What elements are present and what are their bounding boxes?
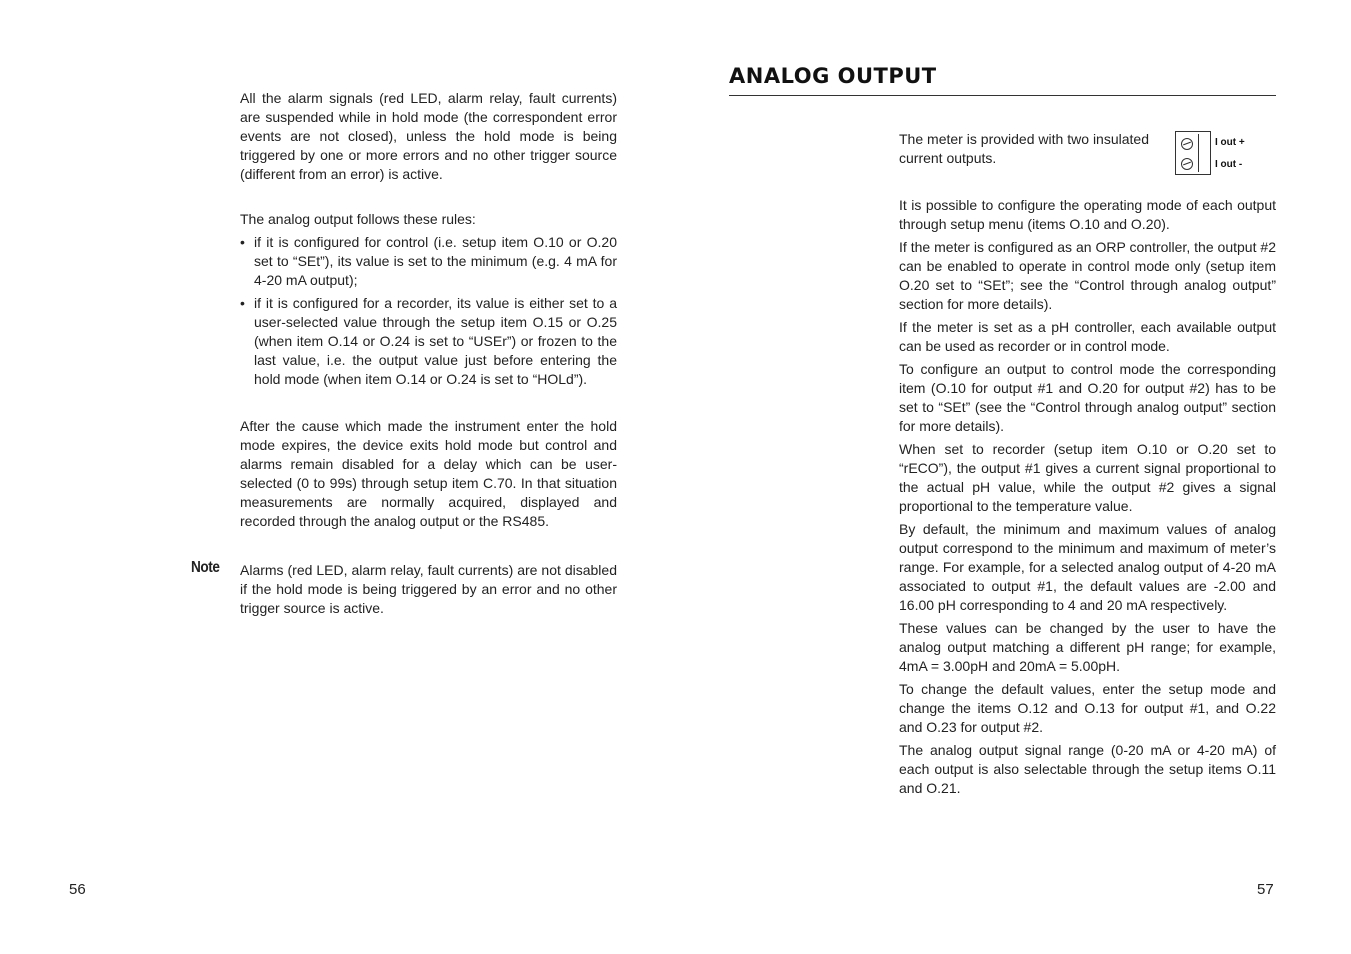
title-divider <box>729 95 1276 96</box>
paragraph: When set to recorder (setup item O.10 or O.20 set to “rECO”), the output #1 gives a current signal proportional to the actual pH value, while the output #2 gives a signal proportional to the temperature value. <box>899 441 1276 514</box>
intro-paragraph: The meter is provided with two insulated current outputs. <box>899 131 1149 166</box>
paragraph: The analog output signal range (0-20 mA or 4-20 mA) of each output is also selectable through the setup items O.11 and O.21. <box>899 742 1276 796</box>
hold-alarm-paragraph: All the alarm signals (red LED, alarm relay, fault currents) are suspended while in hold mode (the correspondent error events are not closed), unless the hold mode is being triggered by one or more errors and no other trigger source (different from an error) is active. <box>240 90 617 182</box>
page-number-left: 56 <box>69 881 86 898</box>
terminal-label-minus: I out - <box>1215 159 1243 170</box>
bullet-icon: • <box>240 295 245 311</box>
hold-exit-paragraph: After the cause which made the instrument enter the hold mode expires, the device exits hold mode but control and alarms remain disabled for a delay which can be user-selected (0 to 99s) through setup item C.70. In that situation measurements are normally acquired, displayed and recorded through the analog output or the RS485. <box>240 418 617 529</box>
list-item <box>240 294 617 389</box>
page-number-right: 57 <box>1257 881 1274 898</box>
terminal-diagram <box>1175 131 1255 175</box>
rule-text: if it is configured for control (i.e. setup item O.10 or O.20 set to “SEt”), its value is set to the minimum (e.g. 4 mA for 4-20 mA output); <box>254 234 617 288</box>
rules-list <box>240 233 617 393</box>
note-label: Note <box>191 559 220 576</box>
paragraph: To configure an output to control mode the corresponding item (O.10 for output #1 and O.20 for output #2) has to be set to “SEt” (see the “Control through analog output” section for more details). <box>899 361 1276 434</box>
paragraph: To change the default values, enter the setup mode and change the items O.12 and O.13 for output #1, and O.22 and O.23 for output #2. <box>899 681 1276 735</box>
rule-text: if it is configured for a recorder, its value is either set to a user-selected value through the setup item O.15 or O.25 (when item O.14 or O.24 is set to “USEr”) or frozen to the last value, i.e. the output value just before entering the hold mode (when item O.14 or O.24 is set to “HOLd”). <box>254 295 617 387</box>
list-item <box>240 233 617 290</box>
paragraph: These values can be changed by the user to have the analog output matching a different pH range; for example, 4mA = 3.00pH and 20mA = 5.00pH. <box>899 620 1276 674</box>
note-text: Alarms (red LED, alarm relay, fault currents) are not disabled if the hold mode is being triggered by an error and no other trigger source is active. <box>240 562 617 616</box>
paragraph: If the meter is configured as an ORP controller, the output #2 can be enabled to operate in control mode only (setup item O.20 set to “SEt”; see the “Control through analog output” section for more details). <box>899 239 1276 312</box>
paragraph: It is possible to configure the operating mode of each output through setup menu (items O.10 and O.20). <box>899 197 1276 232</box>
terminal-label-plus: I out + <box>1215 137 1245 148</box>
screw-terminal-icon <box>1181 138 1193 150</box>
terminal-block-icon <box>1175 131 1211 175</box>
bullet-icon: • <box>240 234 245 250</box>
rules-intro: The analog output follows these rules: <box>240 211 476 227</box>
section-title: ANALOG OUTPUT <box>729 64 937 88</box>
paragraph: By default, the minimum and maximum values of analog output correspond to the minimum and maximum of meter’s range. For example, for a selected analog output of 4-20 mA associated to output #1, the default values are -2.00 and 16.00 pH corresponding to 4 and 20 mA respectively. <box>899 521 1276 613</box>
paragraph: If the meter is set as a pH controller, each available output can be used as recorder or in control mode. <box>899 319 1276 354</box>
screw-terminal-icon <box>1181 158 1193 170</box>
